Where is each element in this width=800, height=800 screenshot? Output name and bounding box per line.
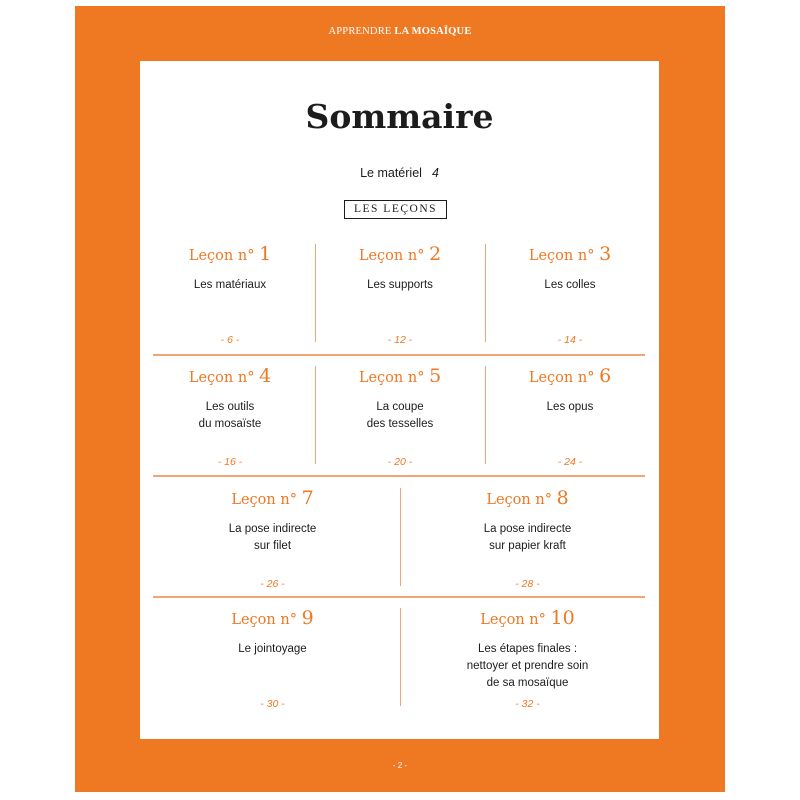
lesson-page: - 20 - xyxy=(387,456,413,468)
lesson-title xyxy=(145,487,400,509)
lesson-prefix: Leçon n° xyxy=(231,612,302,628)
lesson-number: 6 xyxy=(599,365,612,387)
lesson-number: 3 xyxy=(599,243,612,265)
section-label-box: LES LEÇONS xyxy=(344,200,447,219)
lesson-number: 7 xyxy=(301,487,314,509)
lesson-page: - 32 - xyxy=(515,698,540,710)
lesson-page: - 12 - xyxy=(387,334,413,346)
header-brand: LA MOSAÏQUE xyxy=(394,26,472,37)
lesson-cell-3[interactable] xyxy=(485,243,655,353)
lesson-prefix: Leçon n° xyxy=(528,248,600,264)
lesson-description: Les colles xyxy=(544,279,596,291)
lesson-page: - 26 - xyxy=(260,578,285,590)
page-background xyxy=(75,6,725,792)
lesson-description: La coupe des tesselles xyxy=(366,401,434,430)
materiel-page: 4 xyxy=(431,166,439,180)
lesson-title xyxy=(400,607,655,629)
lesson-cell-8[interactable] xyxy=(400,487,655,597)
lesson-cell-7[interactable] xyxy=(145,487,400,597)
lesson-number: 8 xyxy=(556,487,569,509)
lesson-title xyxy=(400,487,655,509)
lesson-description: Le jointoyage xyxy=(238,643,307,655)
lesson-cell-5[interactable] xyxy=(315,365,485,475)
lesson-title xyxy=(485,365,655,387)
lesson-title xyxy=(145,365,315,387)
lesson-number: 5 xyxy=(429,365,442,387)
lesson-number: 1 xyxy=(259,243,272,265)
lesson-number: 10 xyxy=(550,607,575,629)
lesson-title xyxy=(145,607,400,629)
lesson-page: - 24 - xyxy=(557,456,583,468)
lesson-title xyxy=(145,243,315,265)
lesson-page: - 14 - xyxy=(557,334,583,346)
lesson-description: Les opus xyxy=(546,401,594,413)
lesson-description: La pose indirecte sur filet xyxy=(228,523,317,552)
lesson-title xyxy=(315,243,485,265)
lesson-page: - 28 - xyxy=(515,578,540,590)
lesson-prefix: Leçon n° xyxy=(486,492,557,508)
page-title: Sommaire xyxy=(305,97,494,136)
lesson-title xyxy=(315,365,485,387)
lesson-prefix: Leçon n° xyxy=(528,370,600,386)
lesson-prefix: Leçon n° xyxy=(188,248,260,264)
lesson-prefix: Leçon n° xyxy=(358,248,430,264)
lesson-cell-10[interactable] xyxy=(400,607,655,717)
running-header xyxy=(75,26,725,37)
lesson-prefix: Leçon n° xyxy=(480,612,551,628)
lesson-prefix: Leçon n° xyxy=(231,492,302,508)
lesson-page: - 6 - xyxy=(220,334,240,346)
lesson-description: Les matériaux xyxy=(193,279,267,291)
lesson-page: - 30 - xyxy=(260,698,285,710)
lesson-number: 9 xyxy=(301,607,314,629)
row-divider xyxy=(153,475,645,477)
lesson-description: Les outils du mosaïste xyxy=(198,401,262,430)
lesson-cell-9[interactable] xyxy=(145,607,400,717)
lesson-number: 4 xyxy=(259,365,272,387)
lesson-cell-4[interactable] xyxy=(145,365,315,475)
materiel-entry[interactable] xyxy=(140,166,659,180)
page-number: - 2 - xyxy=(392,761,408,770)
lesson-description: La pose indirecte sur papier kraft xyxy=(483,523,572,552)
lesson-description: Les étapes finales : nettoyer et prendre soin de sa mosaïque xyxy=(466,643,589,689)
lesson-description: Les supports xyxy=(367,279,433,291)
contents-card xyxy=(140,61,659,739)
header-prefix: APPRENDRE xyxy=(328,26,392,37)
lesson-page: - 16 - xyxy=(217,456,243,468)
lesson-prefix: Leçon n° xyxy=(358,370,430,386)
lesson-number: 2 xyxy=(429,243,442,265)
lesson-cell-1[interactable] xyxy=(145,243,315,353)
lesson-cell-6[interactable] xyxy=(485,365,655,475)
lesson-prefix: Leçon n° xyxy=(188,370,260,386)
lesson-cell-2[interactable] xyxy=(315,243,485,353)
row-divider xyxy=(153,354,645,356)
materiel-label: Le matériel xyxy=(360,166,422,180)
lesson-title xyxy=(485,243,655,265)
